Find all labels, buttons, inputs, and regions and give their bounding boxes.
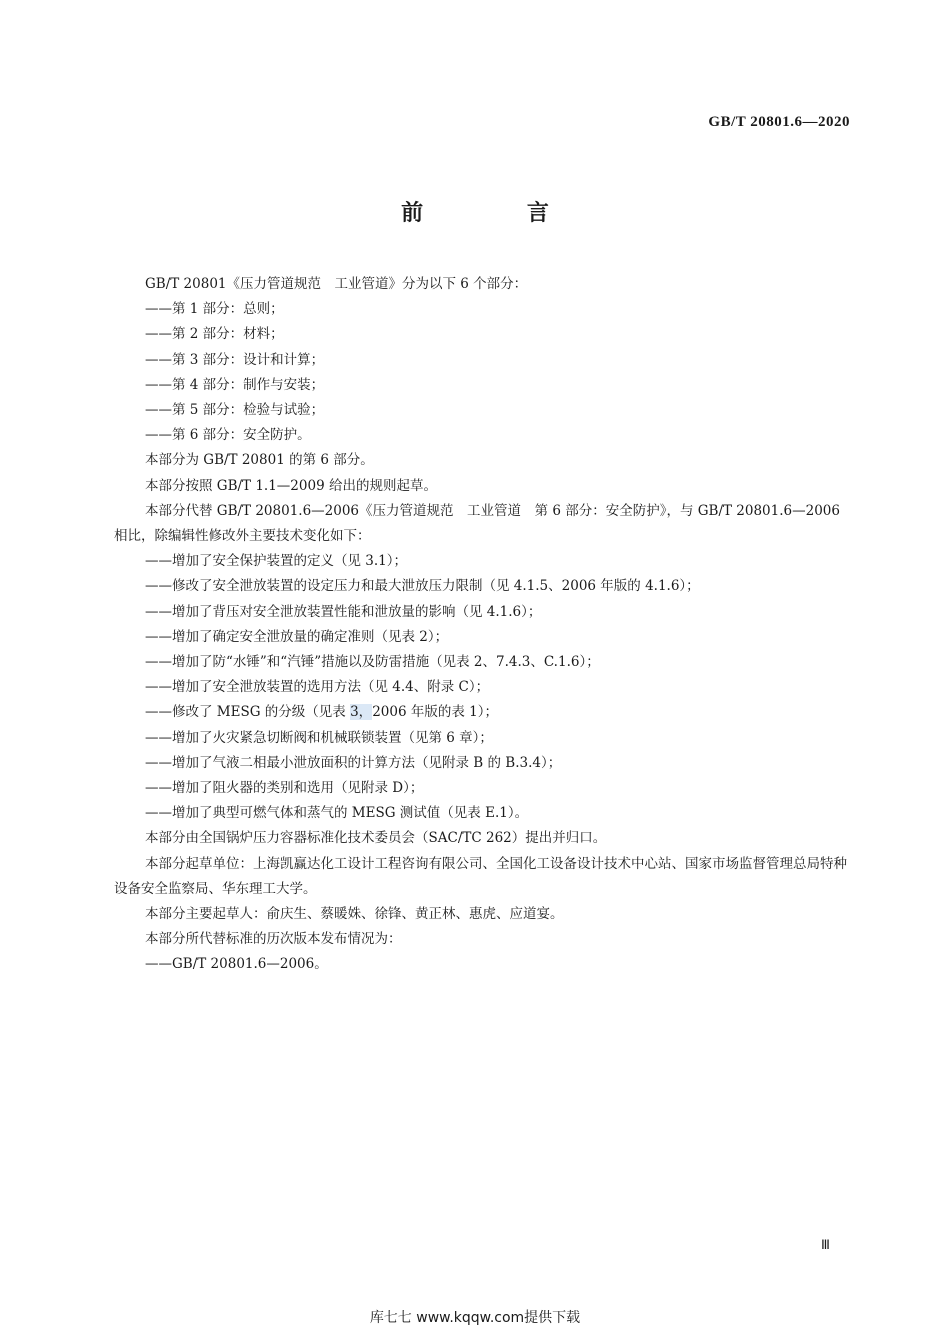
change-item: ——增加了典型可燃气体和蒸气的 MESG 测试值（见表 E.1）。: [145, 805, 529, 822]
change-item: ——增加了确定安全泄放量的确定准则（见表 2）；: [145, 628, 449, 645]
change-item: ——增加了阻火器的类别和选用（见附录 D）；: [145, 780, 424, 797]
change-item: ——增加了火灾紧急切断阀和机械联锁装置（见第 6 章）；: [145, 729, 493, 746]
download-footer: 库七七 www.kqqw.com提供下载: [369, 1310, 581, 1326]
statement-replace: 本部分代替 GB/T 20801.6—2006《压力管道规范 工业管道 第 6 部分：安全防护》，与 GB/T 20801.6—2006 相比，除编辑性修改外主要技术变化如下：: [114, 502, 840, 545]
part-item: ——第 3 部分：设计和计算；: [145, 351, 325, 368]
page-number: Ⅲ: [821, 1237, 830, 1252]
change-item: ——增加了气液二相最小泄放面积的计算方法（见附录 B 的 B.3.4）；: [145, 754, 562, 771]
part-item: ——第 1 部分：总则；: [145, 301, 284, 318]
statement-units: 本部分起草单位：上海凯赢达化工设计工程咨询有限公司、全国化工设备设计技术中心站、国家市场监督管理总局特种设备安全监察局、华东理工大学。: [114, 855, 847, 897]
change-item: ——修改了安全泄放装置的设定压力和最大泄放压力限制（见 4.1.5、2006 年版的 4.1.6）；: [145, 578, 700, 595]
text-selection-highlight: 3，: [350, 704, 373, 721]
preface-body: [114, 272, 850, 978]
statement-proposed: 本部分由全国锅炉压力容器标准化技术委员会（SAC/TC 262）提出并归口。: [145, 830, 607, 847]
intro-paragraph: GB/T 20801《压力管道规范 工业管道》分为以下 6 个部分：: [145, 276, 528, 292]
change-item: ——增加了背压对安全泄放装置性能和泄放量的影响（见 4.1.6）；: [145, 603, 542, 620]
standard-code: GB/T 20801.6—2020: [708, 114, 850, 130]
change-item-mesg: [114, 700, 850, 725]
part-item: ——第 5 部分：检验与试验；: [145, 402, 325, 419]
statement-history: 本部分所代替标准的历次版本发布情况为：: [145, 931, 402, 948]
change-item: ——增加了防“水锤”和“汽锤”措施以及防雷措施（见表 2、7.4.3、C.1.6）；: [145, 654, 600, 671]
part-item: ——第 6 部分：安全防护。: [145, 427, 311, 444]
history-item: ——GB/T 20801.6—2006。: [145, 956, 328, 973]
statement-part: 本部分为 GB/T 20801 的第 6 部分。: [145, 452, 374, 469]
mesg-suffix: 2006 年版的表 1）；: [372, 704, 498, 721]
part-item: ——第 2 部分：材料；: [145, 326, 284, 343]
part-item: ——第 4 部分：制作与安装；: [145, 376, 325, 393]
change-item: ——增加了安全泄放装置的选用方法（见 4.4、附录 C）；: [145, 679, 490, 696]
mesg-prefix: ——修改了 MESG 的分级（见表: [145, 704, 351, 721]
change-item: ——增加了安全保护装置的定义（见 3.1）；: [145, 553, 408, 570]
page-title: 前 言: [401, 201, 597, 226]
statement-drafting: 本部分按照 GB/T 1.1—2009 给出的规则起草。: [145, 477, 437, 494]
statement-drafters: 本部分主要起草人：俞庆生、蔡暖姝、徐锋、黄正林、惠虎、应道宴。: [145, 906, 564, 923]
